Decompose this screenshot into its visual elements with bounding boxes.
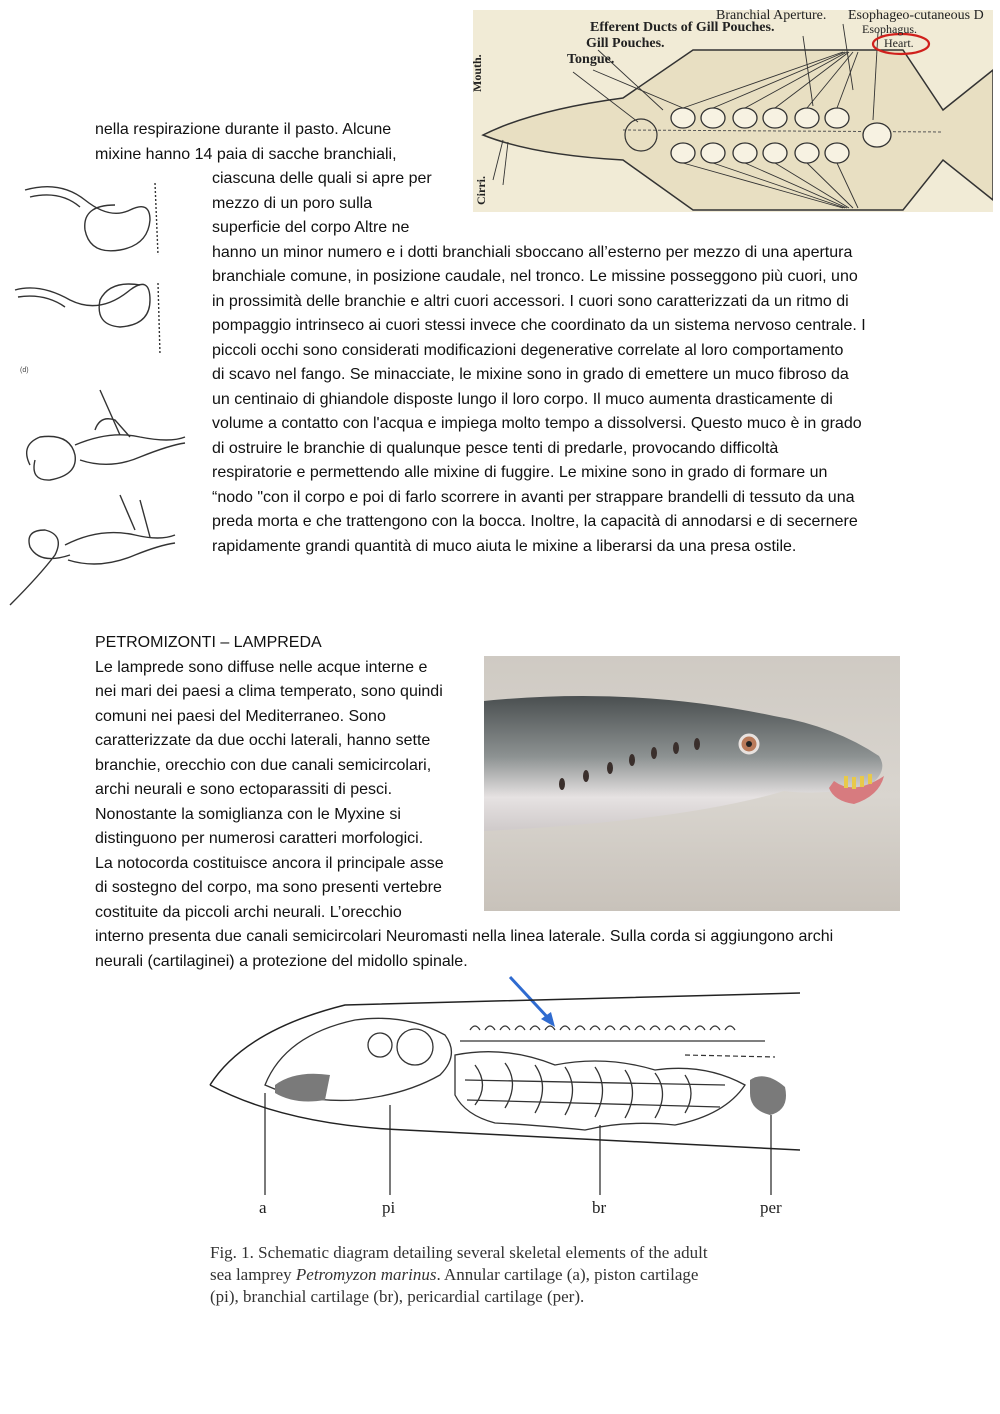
hagfish-text-line: volume a contatto con l'acqua e impiega molto tempo a dissolversi. Questo muco è in grado bbox=[212, 415, 862, 432]
lamprey-text-line: archi neurali e sono ectoparassiti di pesci. bbox=[95, 781, 393, 798]
hagfish-text-line: rapidamente grandi quantità di muco aiuta le mixine a liberarsi da una presa ostile. bbox=[212, 538, 797, 555]
hagfish-text-line: ciascuna delle quali si apre per bbox=[212, 170, 432, 187]
hagfish-text-line: mixine hanno 14 paia di sacche branchiali, bbox=[95, 146, 397, 163]
hagfish-text-line: superficie del corpo Altre ne bbox=[212, 219, 410, 236]
hagfish-text-line: di scavo nel fango. Se minacciate, le mixine sono in grado di emettere un muco fibroso da bbox=[212, 366, 849, 383]
species-name: Petromyzon marinus bbox=[295, 1265, 437, 1284]
label-piston-cartilage: pi bbox=[382, 1198, 396, 1217]
label-heart: Heart. bbox=[884, 36, 914, 50]
caption-line: Fig. 1. Schematic diagram detailing several skeletal elements of the adult bbox=[210, 1243, 708, 1262]
lamprey-text-line: comuni nei paesi del Mediterraneo. Sono bbox=[95, 708, 386, 725]
hagfish-text-line: pompaggio intrinseco ai cuori stessi invece che coordinato da un sistema nervoso centrale. I bbox=[212, 317, 866, 334]
lamprey-text-line: distinguono per numerosi caratteri morfologici. bbox=[95, 830, 424, 847]
label-esophageo-cutaneous: Esophageo-cutaneous D bbox=[848, 8, 984, 23]
lamprey-text-line: interno presenta due canali semicircolari Neuromasti nella linea laterale. Sulla corda si aggiungono archi bbox=[95, 928, 834, 945]
hagfish-gill-drawing bbox=[473, 10, 993, 212]
hagfish-text-line: hanno un minor numero e i dotti branchiali sboccano all’esterno per mezzo di una apertura bbox=[212, 244, 853, 261]
lamprey-text-line: branchie, orecchio con due canali semicircolari, bbox=[95, 757, 432, 774]
lamprey-text-line: Le lamprede sono diffuse nelle acque interne e bbox=[95, 659, 428, 676]
label-efferent-ducts: Efferent Ducts of Gill Pouches. bbox=[590, 20, 775, 35]
knot-panel-label: (d) bbox=[20, 367, 29, 374]
lamprey-text-line: La notocorda costituisce ancora il principale asse bbox=[95, 855, 444, 872]
hagfish-text-line: preda morta e che trattengono con la bocca. Inoltre, la capacità di annodarsi e di secernere bbox=[212, 513, 858, 530]
lamprey-body bbox=[484, 656, 900, 911]
hagfish-gill-diagram bbox=[473, 10, 993, 212]
label-branchial-aperture: Branchial Aperture. bbox=[716, 8, 827, 23]
label-esophagus: Esophagus. bbox=[862, 22, 917, 36]
label-tongue: Tongue. bbox=[567, 52, 615, 67]
label-pericardial-cartilage: per bbox=[760, 1198, 782, 1217]
figure-caption bbox=[210, 1242, 810, 1308]
caption-line bbox=[210, 1264, 810, 1286]
hagfish-text-line: mezzo di un poro sulla bbox=[212, 195, 373, 212]
label-branchial-cartilage: br bbox=[592, 1198, 607, 1217]
skeleton-drawing bbox=[205, 975, 805, 1195]
lamprey-text-line: costituite da piccoli archi neurali. L’orecchio bbox=[95, 904, 402, 921]
label-gill-pouches: Gill Pouches. bbox=[586, 36, 665, 51]
lamprey-skeleton-diagram bbox=[205, 975, 805, 1195]
hagfish-text-line: nella respirazione durante il pasto. Alcune bbox=[95, 121, 392, 138]
lamprey-photo bbox=[484, 656, 900, 911]
hagfish-text-line: branchiale comune, in posizione caudale, nel tronco. Le missine posseggono più cuori, uno bbox=[212, 268, 858, 285]
lamprey-text-line: neurali (cartilaginei) a protezione del midollo spinale. bbox=[95, 953, 468, 970]
hagfish-text-line: in prossimità delle branchie e altri cuori accessori. I cuori sono caratterizzati da un ritmo di bbox=[212, 293, 849, 310]
caption-text: sea lamprey bbox=[210, 1265, 296, 1284]
lamprey-text-line: nei mari dei paesi a clima temperato, sono quindi bbox=[95, 683, 443, 700]
hagfish-text-line: respiratorie e permettendo alle mixine di fuggire. Le mixine sono in grado di formare un bbox=[212, 464, 828, 481]
section-heading: PETROMIZONTI – LAMPREDA bbox=[95, 634, 322, 651]
hagfish-text-line: “nodo "con il corpo e poi di farlo scorrere in avanti per strappare brandelli di tessuto da una bbox=[212, 489, 855, 506]
knot-drawings bbox=[0, 175, 205, 610]
caption-line: (pi), branchial cartilage (br), pericardial cartilage (per). bbox=[210, 1287, 585, 1306]
hagfish-text-line: un centinaio di ghiandole disposte lungo il loro corpo. Il muco aumenta drasticamente di bbox=[212, 391, 833, 408]
label-annular-cartilage: a bbox=[259, 1198, 267, 1217]
label-mouth: Mouth. bbox=[470, 54, 484, 92]
arrow-indicator bbox=[510, 977, 550, 1020]
lamprey-text-line: Nonostante la somiglianza con le Myxine si bbox=[95, 806, 401, 823]
label-cirri: Cirri. bbox=[474, 176, 488, 205]
lamprey-text-line: di sostegno del corpo, ma sono presenti vertebre bbox=[95, 879, 442, 896]
hagfish-text-line: di ostruire le branchie di qualunque pesce tenti di predarle, provocando difficoltà bbox=[212, 440, 779, 457]
hagfish-knot-illustrations bbox=[0, 175, 205, 610]
lamprey-text-line: caratterizzate da due occhi laterali, hanno sette bbox=[95, 732, 431, 749]
caption-text: . Annular cartilage (a), piston cartilage bbox=[436, 1265, 699, 1284]
hagfish-text-line: piccoli occhi sono considerati modificazioni degenerative correlate al loro comportamento bbox=[212, 342, 844, 359]
